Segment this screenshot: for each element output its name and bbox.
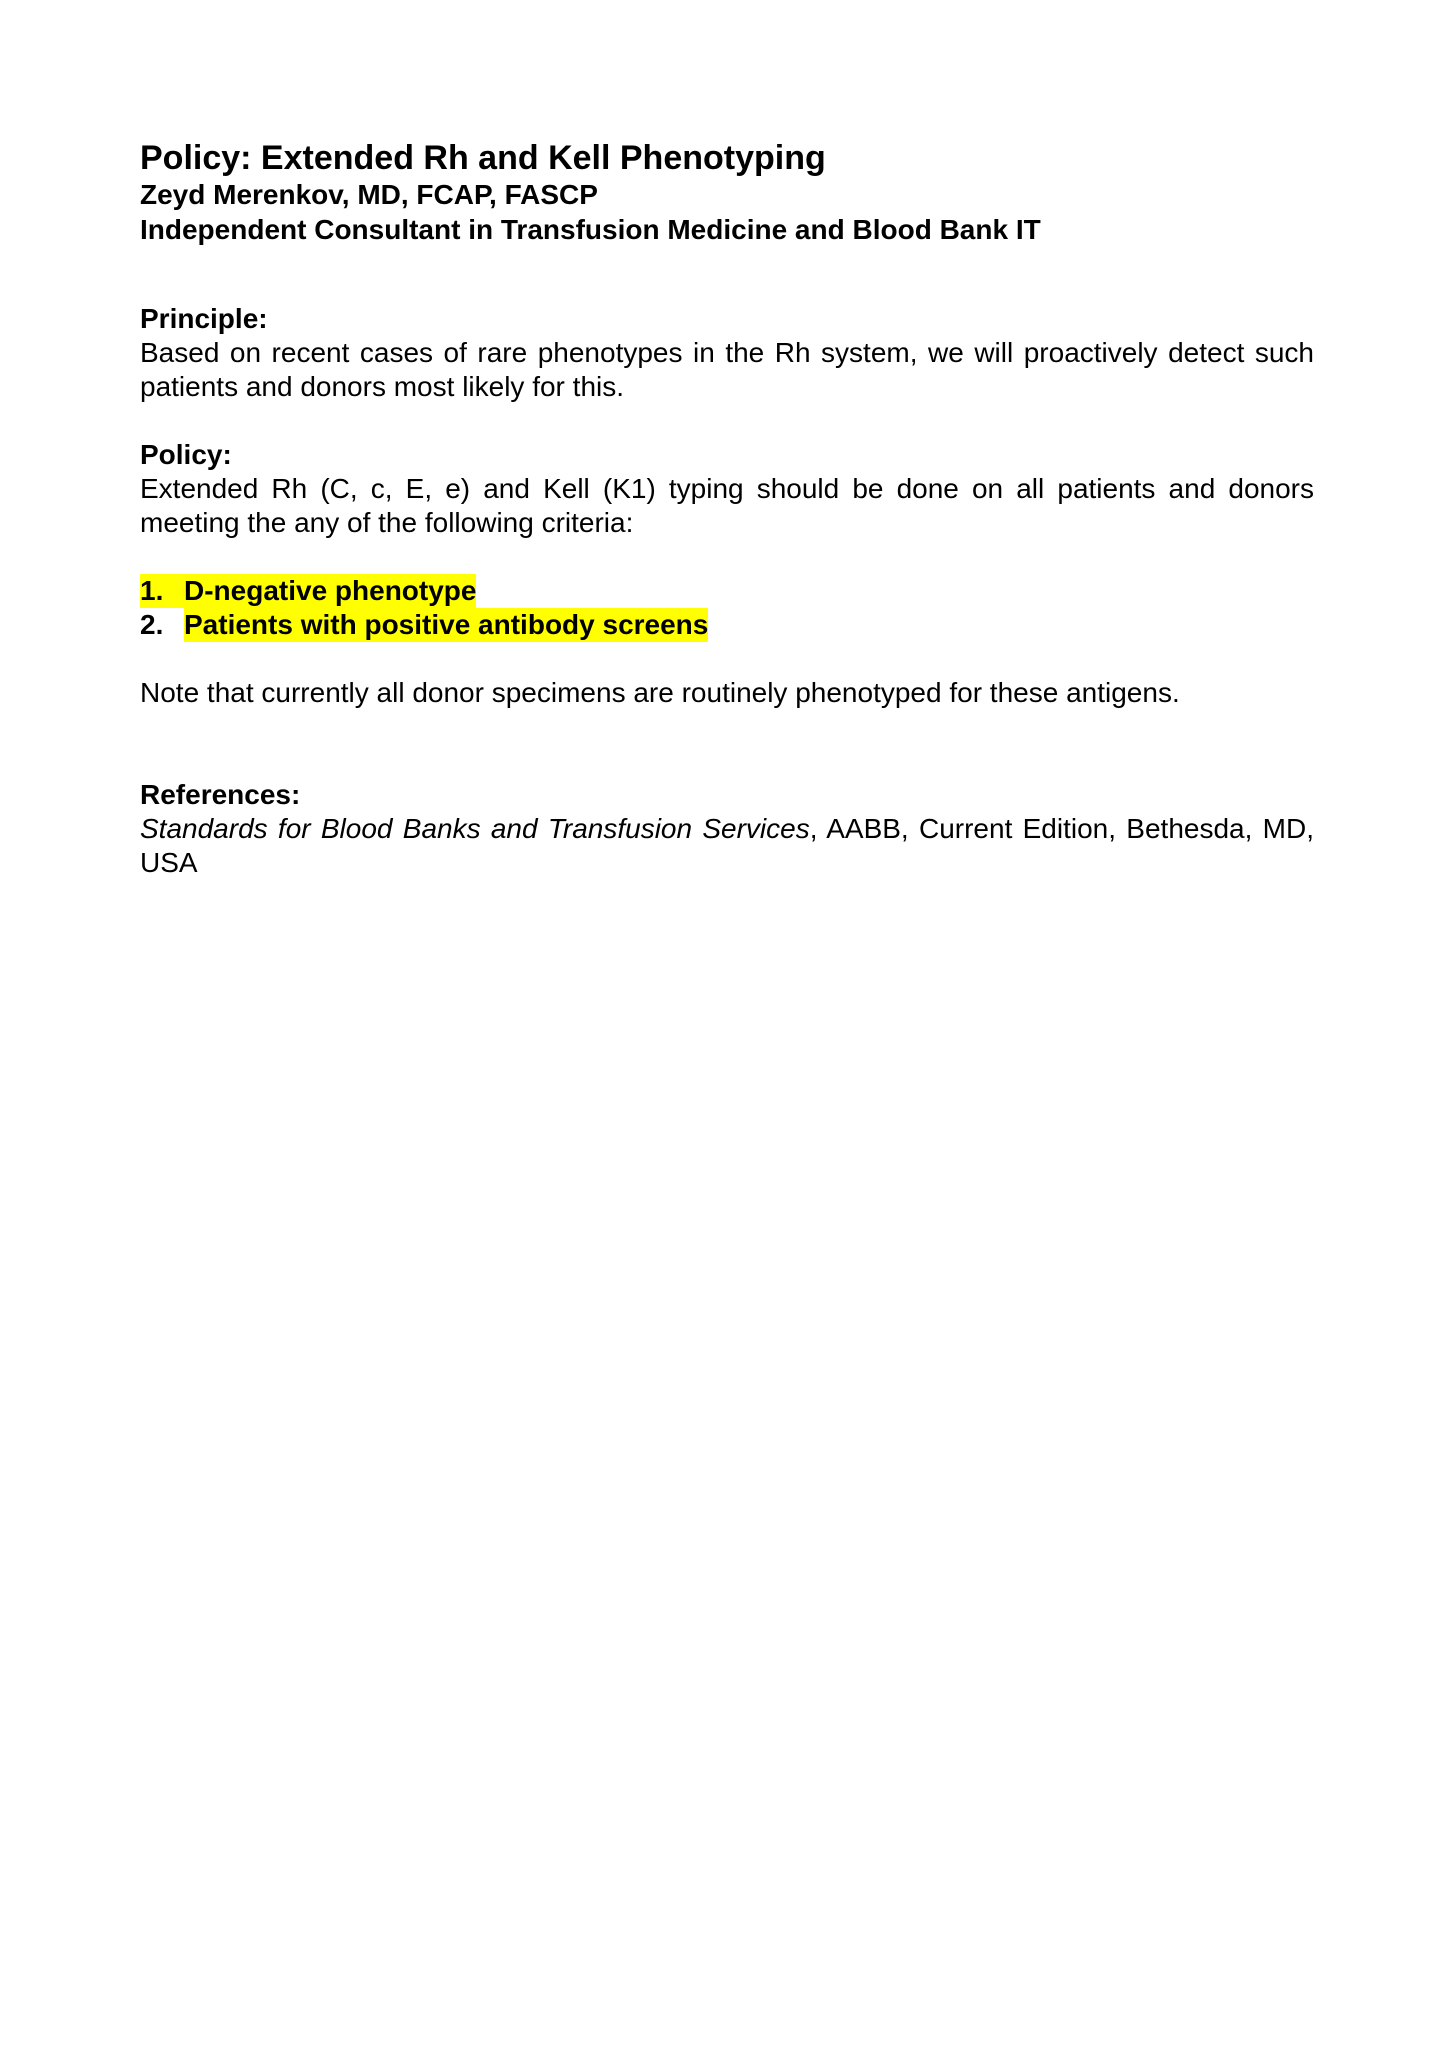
author-name: Zeyd Merenkov, MD, FCAP, FASCP <box>140 179 598 210</box>
reference-entry <box>140 812 1314 880</box>
list-item <box>140 574 1314 608</box>
policy-note: Note that currently all donor specimens are routinely phenotyped for these antigens. <box>140 677 1180 708</box>
references-heading: References: <box>140 779 301 810</box>
policy-section <box>140 438 1314 710</box>
principle-text: Based on recent cases of rare phenotypes in the Rh system, we will proactively detect such patients and donors most likely for this. <box>140 337 1314 402</box>
references-section <box>140 778 1314 880</box>
document-title: Policy: Extended Rh and Kell Phenotyping <box>140 139 826 177</box>
principle-heading: Principle: <box>140 303 268 334</box>
policy-text: Extended Rh (C, c, E, e) and Kell (K1) typing should be done on all patients and donors meeting the any of the following criteria: <box>140 473 1314 538</box>
criterion-text: Patients with positive antibody screens <box>184 609 709 640</box>
reference-title: Standards for Blood Banks and Transfusion Services <box>140 813 810 844</box>
list-number: 2. <box>140 609 164 640</box>
reference-details: , AABB, Current Edition, Bethesda, MD, USA <box>140 813 1315 878</box>
list-item <box>140 608 1314 642</box>
criteria-list <box>140 574 1314 642</box>
policy-heading: Policy: <box>140 439 232 470</box>
document-page <box>140 139 1314 880</box>
criterion-text: D-negative phenotype <box>184 575 477 606</box>
principle-section <box>140 302 1314 404</box>
document-header <box>140 139 1314 247</box>
highlighted-criterion <box>140 574 476 608</box>
author-affiliation: Independent Consultant in Transfusion Medicine and Blood Bank IT <box>140 214 1041 245</box>
list-number: 1. <box>140 575 164 606</box>
